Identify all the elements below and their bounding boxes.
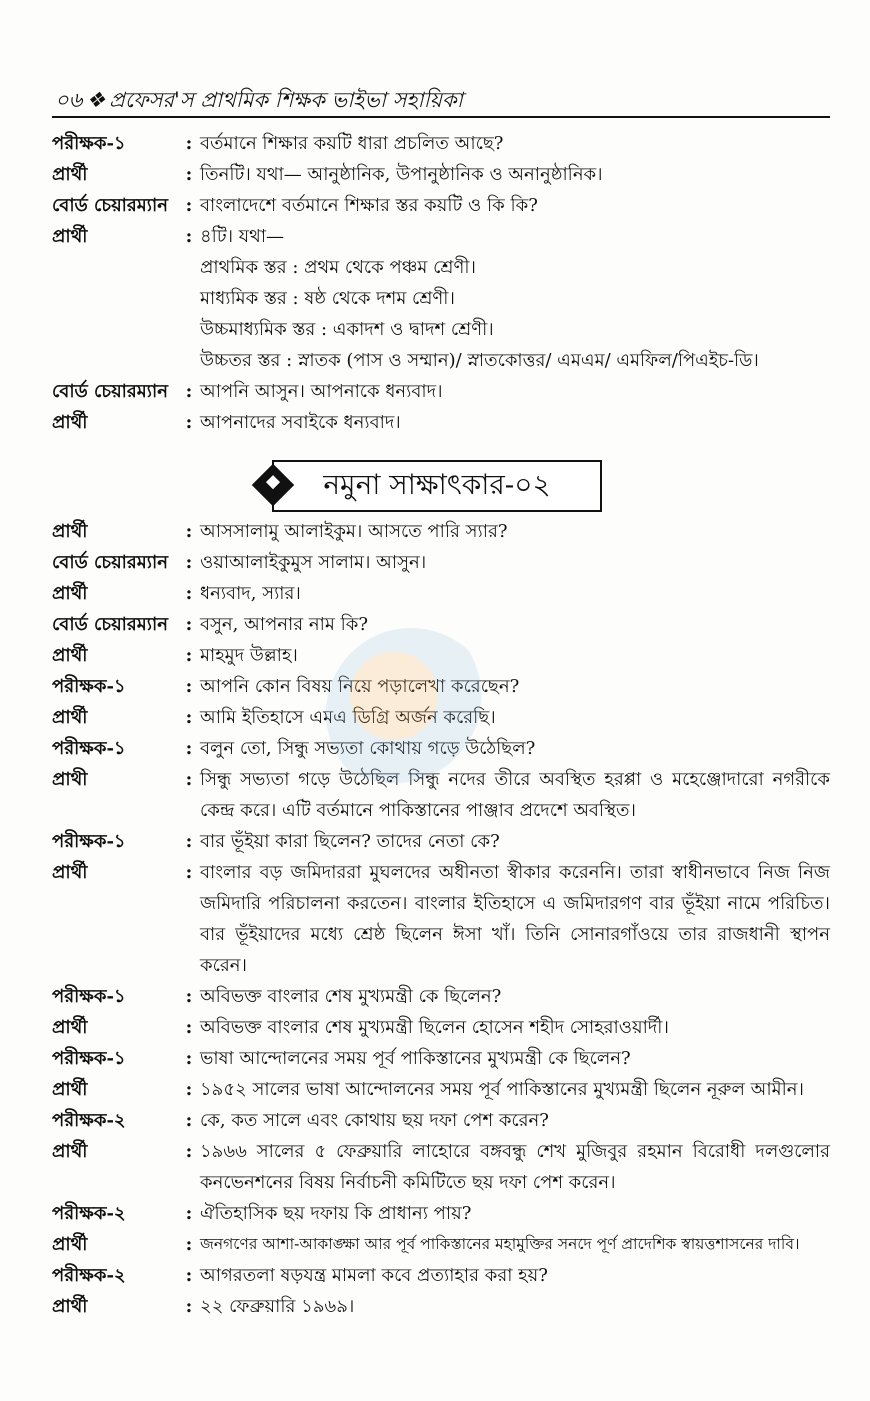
education-level-item: উচ্চমাধ্যমিক স্তর : একাদশ ও দ্বাদশ শ্রেণী। [200, 319, 494, 340]
dialogue-text: বাংলাদেশে বর্তমানে শিক্ষার স্তর কয়টি ও কি কি? [200, 195, 538, 216]
section-heading-box [272, 460, 602, 512]
dialogue-text: অবিভক্ত বাংলার শেষ মুখ্যমন্ত্রী কে ছিলেন? [200, 986, 502, 1007]
speaker-label: প্রার্থী [52, 1079, 88, 1100]
dialogue-text: ৪টি। যথা— [200, 226, 285, 247]
colon: : [185, 1017, 193, 1038]
dialogue-text: আসসালামু আলাইকুম। আসতে পারি স্যার? [200, 521, 508, 542]
speaker-label: প্রার্থী [52, 1234, 88, 1255]
dialogue-row [0, 1229, 870, 1260]
speaker-label: প্রার্থী [52, 1296, 88, 1317]
colon: : [185, 862, 193, 883]
section-heading: নমুনা সাক্ষাৎকার-০২ [323, 467, 551, 501]
dialogue-row [0, 128, 870, 159]
education-level-item: মাধ্যমিক স্তর : ষষ্ঠ থেকে দশম শ্রেণী। [200, 288, 455, 309]
dialogue-text: কে, কত সালে এবং কোথায় ছয় দফা পেশ করেন? [200, 1110, 549, 1131]
dialogue-row [0, 407, 870, 438]
education-level-item: উচ্চতর স্তর : স্নাতক (পাস ও সম্মান)/ স্নাতকোত্তর/ এমএম/ এমফিল/পিএইচ-ডি। [200, 350, 759, 371]
dialogue-text: বসুন, আপনার নাম কি? [200, 614, 368, 635]
colon: : [185, 1234, 193, 1255]
colon: : [185, 986, 193, 1007]
colon: : [185, 676, 193, 697]
page-number: ০৬ [55, 88, 83, 112]
dialogue-row [0, 516, 870, 547]
colon: : [185, 645, 193, 666]
colon: : [185, 381, 193, 402]
dialogue-text: বাংলার বড় জমিদাররা মুঘলদের অধীনতা স্বীকার করেননি। তারা স্বাধীনভাবে নিজ নিজ জমিদারি পরিচালনা করতেন। বাংলার ইতিহাসে এ জমিদারগণ বার ভূঁইয়া নামে পরিচিত। বার ভূঁইয়াদের মধ্যে শ্রেষ্ঠ ছিলেন ঈসা খাঁ। তিনি সোনারগাঁওয়ে তার রাজধানী স্থাপন করেন। [200, 862, 830, 976]
dialogue-text: ভাষা আন্দোলনের সময় পূর্ব পাকিস্তানের মুখ্যমন্ত্রী কে ছিলেন? [200, 1048, 631, 1069]
speaker-label: প্রার্থী [52, 707, 88, 728]
dialogue-text: ১৯৬৬ সালের ৫ ফেব্রুয়ারি লাহোরে বঙ্গবন্ধু শেখ মুজিবুর রহমান বিরোধী দলগুলোর কনভেনশনের বিষয় নির্বাচনী কমিটিতে ছয় দফা পেশ করেন। [200, 1141, 830, 1193]
dialogue-row [0, 1291, 870, 1322]
colon: : [185, 164, 193, 185]
dialogue-text: ধন্যবাদ, স্যার। [200, 583, 301, 604]
dialogue-row [0, 547, 870, 578]
dialogue-row [0, 857, 870, 981]
speaker-label: প্রার্থী [52, 645, 88, 666]
speaker-label: প্রার্থী [52, 862, 88, 883]
colon: : [185, 1296, 193, 1317]
dialogue-text: বলুন তো, সিন্ধু সভ্যতা কোথায় গড়ে উঠেছিল? [200, 738, 536, 759]
speaker-label: পরীক্ষক-১ [52, 133, 126, 154]
dialogue-text: বর্তমানে শিক্ষার কয়টি ধারা প্রচলিত আছে? [200, 133, 504, 154]
education-level-item: প্রাথমিক স্তর : প্রথম থেকে পঞ্চম শ্রেণী। [200, 257, 476, 278]
dialogue-row [0, 376, 870, 407]
dialogue-row [0, 826, 870, 857]
colon: : [185, 1110, 193, 1131]
speaker-label: প্রার্থী [52, 583, 88, 604]
dialogue-row [0, 1260, 870, 1291]
header-rule [52, 116, 830, 118]
dialogue-text: ২২ ফেব্রুয়ারি ১৯৬৯। [200, 1296, 355, 1317]
dialogue-row [0, 1012, 870, 1043]
speaker-label: প্রার্থী [52, 164, 88, 185]
colon: : [185, 521, 193, 542]
speaker-label: পরীক্ষক-১ [52, 986, 126, 1007]
speaker-label: পরীক্ষক-১ [52, 676, 126, 697]
speaker-label: পরীক্ষক-২ [52, 1265, 126, 1286]
colon: : [185, 133, 193, 154]
speaker-label: বোর্ড চেয়ারম্যান [52, 614, 168, 635]
dialogue-text: ১৯৫২ সালের ভাষা আন্দোলনের সময় পূর্ব পাকিস্তানের মুখ্যমন্ত্রী ছিলেন নূরুল আমীন। [200, 1079, 804, 1100]
speaker-label: পরীক্ষক-১ [52, 738, 126, 759]
dialogue-row [0, 190, 870, 221]
colon: : [185, 769, 193, 790]
dialogue-text: তিনটি। যথা— আনুষ্ঠানিক, উপানুষ্ঠানিক ও অনানুষ্ঠানিক। [200, 164, 603, 185]
speaker-label: পরীক্ষক-১ [52, 831, 126, 852]
speaker-label: পরীক্ষক-২ [52, 1110, 126, 1131]
dialogue-row [0, 981, 870, 1012]
dialogue-text: মাহমুদ উল্লাহ। [200, 645, 298, 666]
dialogue-text: আগরতলা ষড়যন্ত্র মামলা কবে প্রত্যাহার করা হয়? [200, 1265, 548, 1286]
speaker-label: প্রার্থী [52, 1141, 88, 1162]
colon: : [185, 1141, 193, 1162]
dialogue-text: অবিভক্ত বাংলার শেষ মুখ্যমন্ত্রী ছিলেন হোসেন শহীদ সোহরাওয়ার্দী। [200, 1017, 669, 1038]
dialogue-text: জনগণের আশা-আকাঙ্ক্ষা আর পূর্ব পাকিস্তানের মহামুক্তির সনদে পূর্ণ প্রাদেশিক স্বায়ত্তশাসনের দাবি। [200, 1235, 800, 1253]
speaker-label: বোর্ড চেয়ারম্যান [52, 381, 168, 402]
dialogue-row [0, 1043, 870, 1074]
colon: : [185, 195, 193, 216]
running-header [55, 84, 463, 119]
dialogue-row [0, 221, 870, 252]
dialogue-text: আমি ইতিহাসে এমএ ডিগ্রি অর্জন করেছি। [200, 707, 496, 728]
dialogue-text: বার ভূঁইয়া কারা ছিলেন? তাদের নেতা কে? [200, 831, 500, 852]
book-title: প্রফেসর'স প্রাথমিক শিক্ষক ভাইভা সহায়িকা [109, 88, 463, 112]
colon: : [185, 583, 193, 604]
speaker-label: প্রার্থী [52, 226, 88, 247]
dialogue-text: ঐতিহাসিক ছয় দফায় কি প্রাধান্য পায়? [200, 1203, 472, 1224]
speaker-label: প্রার্থী [52, 521, 88, 542]
speaker-label: পরীক্ষক-১ [52, 1048, 126, 1069]
dialogue-row [0, 159, 870, 190]
diamond-bullet-icon [252, 464, 294, 506]
colon: : [185, 412, 193, 433]
dialogue-row [0, 1136, 870, 1198]
colon: : [185, 226, 193, 247]
speaker-label: প্রাথী [52, 769, 88, 790]
speaker-label: বোর্ড চেয়ারম্যান [52, 195, 168, 216]
dialogue-row [0, 578, 870, 609]
dialogue-text: সিন্ধু সভ্যতা গড়ে উঠেছিল সিন্ধু নদের তীরে অবস্থিত হরপ্পা ও মহেঞ্জোদারো নগরীকে কেন্দ্র করে। এটি বর্তমানে পাকিস্তানের পাঞ্জাব প্রদেশে অবস্থিত। [200, 769, 830, 821]
speaker-label: প্রার্থী [52, 412, 88, 433]
colon: : [185, 1048, 193, 1069]
dialogue-block-1 [0, 128, 870, 438]
dialogue-text: ওয়াআলাইকুমুস সালাম। আসুন। [200, 552, 427, 573]
colon: : [185, 738, 193, 759]
colon: : [185, 1265, 193, 1286]
dialogue-text: আপনাদের সবাইকে ধন্যবাদ। [200, 412, 401, 433]
diamond-separator-icon: ❖ [86, 88, 106, 112]
colon: : [185, 707, 193, 728]
dialogue-row [0, 1074, 870, 1105]
speaker-label: প্রার্থী [52, 1017, 88, 1038]
colon: : [185, 1079, 193, 1100]
colon: : [185, 614, 193, 635]
dialogue-text: আপনি কোন বিষয় নিয়ে পড়ালেখা করেছেন? [200, 676, 520, 697]
colon: : [185, 1203, 193, 1224]
dialogue-row [0, 1198, 870, 1229]
dialogue-text: আপনি আসুন। আপনাকে ধন্যবাদ। [200, 381, 443, 402]
colon: : [185, 552, 193, 573]
dialogue-row [0, 1105, 870, 1136]
colon: : [185, 831, 193, 852]
speaker-label: বোর্ড চেয়ারম্যান [52, 552, 168, 573]
speaker-label: পরীক্ষক-২ [52, 1203, 126, 1224]
watermark-logo-icon [326, 628, 496, 798]
